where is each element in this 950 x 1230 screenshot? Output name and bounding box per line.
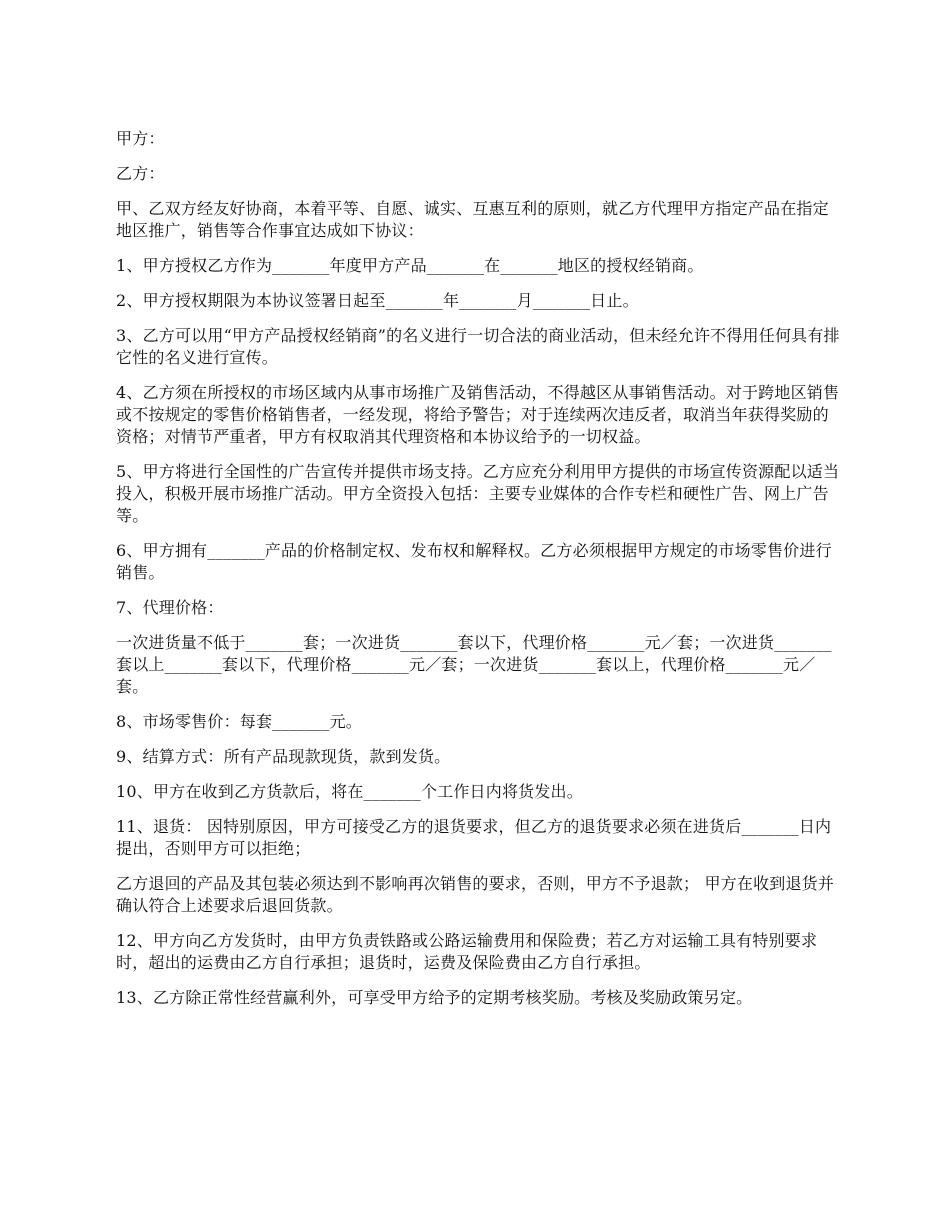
clause-13: 13、乙方除正常性经营赢利外，可享受甲方给予的定期考核奖励。考核及奖励政策另定。 [116, 988, 753, 1007]
clause-8: 8、市场零售价：每套_______元。 [116, 712, 362, 731]
party-a-line: 甲方： [116, 129, 165, 148]
clause-12: 12、甲方向乙方发货时，由甲方负责铁路或公路运输费用和保险费；若乙方对运输工具有特别要求时，超出的运费由乙方自行承担；退货时，运费及保险费由乙方自行承担。 [116, 931, 818, 972]
clause-7-body: 一次进货量不低于_______套；一次进货_______套以下，代理价格_______元／套；一次进货_______套以上_______套以下，代理价格_______元／套；一次进货_______套以上，代理价格_______元／套。 [116, 633, 832, 696]
clause-1: 1、甲方授权乙方作为_______年度甲方产品_______在_______地区的授权经销商。 [116, 256, 704, 275]
preamble: 甲、乙双方经友好协商，本着平等、自愿、诚实、互惠互利的原则，就乙方代理甲方指定产品在指定地区推广，销售等合作事宜达成如下协议： [116, 199, 829, 240]
clause-3: 3、乙方可以用“甲方产品授权经销商”的名义进行一切合法的商业活动，但未经允许不得用任何具有排它性的名义进行宣传。 [116, 326, 840, 367]
clause-4: 4、乙方须在所授权的市场区域内从事市场推广及销售活动，不得越区从事销售活动。对于跨地区销售或不按规定的零售价格销售者，一经发现，将给予警告；对于连续两次违反者，取消当年获得奖励的资格；对情节严重者，甲方有权取消其代理资格和本协议给予的一切权益。 [116, 383, 840, 446]
party-b-line: 乙方： [116, 164, 165, 183]
clause-2: 2、甲方授权期限为本协议签署日起至_______年_______月_______日止。 [116, 291, 639, 310]
clause-11-continued: 乙方退回的产品及其包装必须达到不影响再次销售的要求，否则，甲方不予退款； 甲方在收到退货并确认符合上述要求后退回货款。 [116, 874, 835, 915]
clause-11: 11、退货： 因特别原因，甲方可接受乙方的退货要求，但乙方的退货要求必须在进货后_______日内提出，否则甲方可以拒绝； [116, 817, 832, 858]
clause-7-heading: 7、代理价格： [116, 598, 224, 617]
clause-5: 5、甲方将进行全国性的广告宣传并提供市场支持。乙方应充分利用甲方提供的市场宣传资源配以适当投入，积极开展市场推广活动。甲方全资投入包括：主要专业媒体的合作专栏和硬性广告、网上广告等。 [116, 462, 840, 525]
clause-9: 9、结算方式：所有产品现款现货，款到发货。 [116, 747, 451, 766]
document-body [116, 128, 840, 1022]
clause-10: 10、甲方在收到乙方货款后，将在_______个工作日内将货发出。 [116, 782, 583, 801]
clause-6: 6、甲方拥有_______产品的价格制定权、发布权和解释权。乙方必须根据甲方规定的市场零售价进行销售。 [116, 541, 832, 582]
